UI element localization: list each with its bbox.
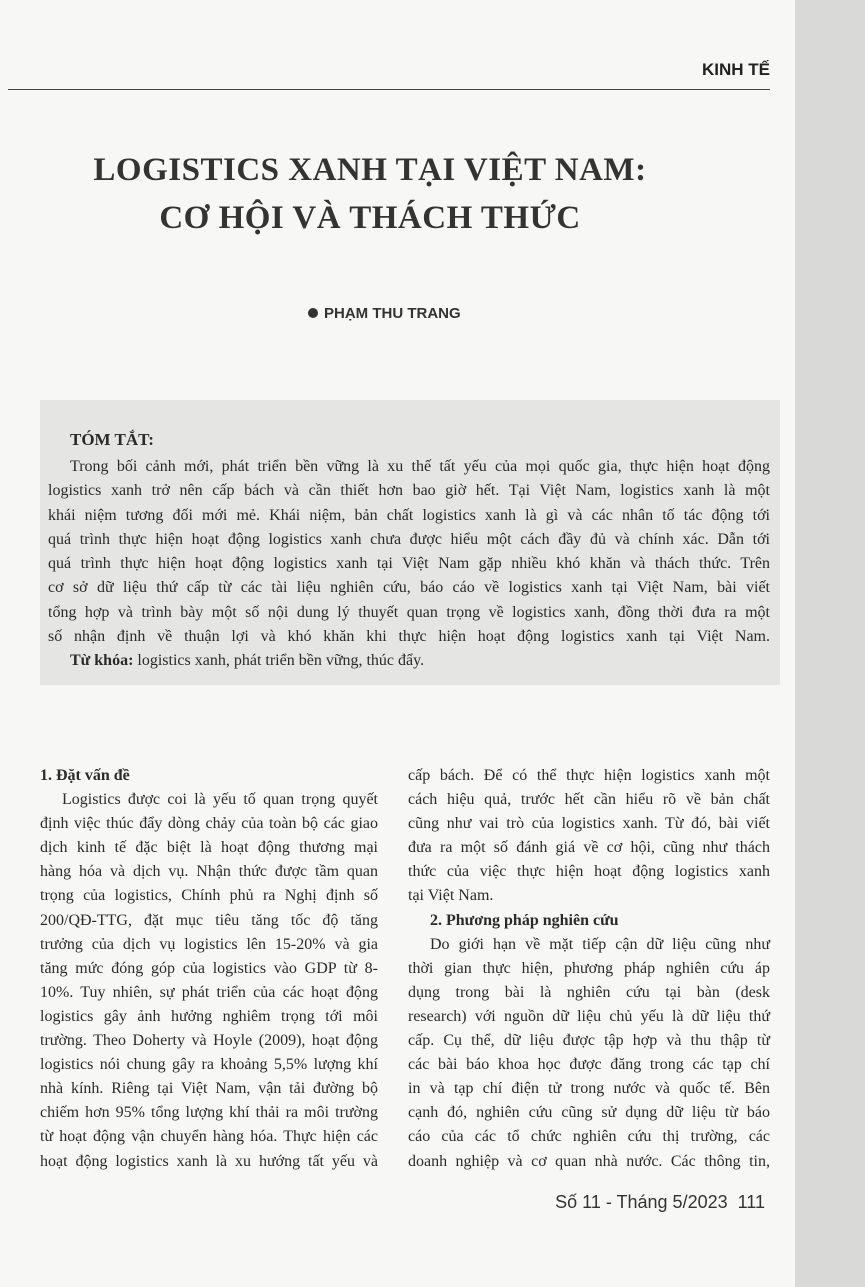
abstract-line: khái niệm tương đối mới mẻ. Khái niệm, bản chất logistics xanh là gì và các nhân tố tác động tới (48, 506, 770, 524)
body-line: cấp bách. Để có thể thực hiện logistics xanh một (408, 767, 770, 784)
article-title-line-1: LOGISTICS XANH TẠI VIỆT NAM: (93, 152, 647, 188)
body-line: doanh nghiệp và cơ quan nhà nước. Các thông tin, (408, 1152, 770, 1170)
body-line: tại Việt Nam. (408, 887, 494, 905)
body-line: trọng của logistics, Chính phủ ra Nghị định số (40, 887, 378, 905)
body-line: chiếm hơn 95% tổng lượng khí thải ra môi trường (40, 1104, 378, 1122)
body-line: trường. Theo Doherty và Hoyle (2009), hoạt động (40, 1032, 378, 1050)
keywords-label: Từ khóa: (70, 652, 134, 670)
abstract-text (48, 455, 770, 674)
body-line: cách hiệu quả, trước hết cần hiểu rõ về bản chất (408, 791, 770, 809)
author-name: PHẠM THU TRANG (324, 305, 461, 322)
body-line: thời gian thực hiện, phương pháp nghiên cứu áp (408, 959, 770, 977)
body-line: cạnh đó, nghiên cứu cũng sử dụng dữ liệu từ báo (408, 1104, 770, 1122)
keywords (48, 649, 770, 673)
abstract-line: cơ sở dữ liệu thứ cấp từ các tài liệu nghiên cứu, báo cáo về logistics xanh tại Việt Nam, bài viết (48, 579, 770, 597)
abstract-line: tổng hợp và trình bày một số nội dung lý thuyết quan trọng về logistics xanh, đồng thời đưa ra một (48, 603, 770, 621)
abstract-line: quá trình thực hiện hoạt động logistics xanh chưa được hiểu một cách đầy đủ và chính xác. Dẫn tới (48, 530, 770, 548)
body-column-left (40, 764, 378, 1174)
scan-margin (795, 0, 865, 1287)
body-line: thức của việc thực hiện hoạt động logistics xanh (408, 863, 770, 881)
keywords-text: logistics xanh, phát triển bền vững, thúc đẩy. (133, 652, 425, 670)
body-line: dịch kinh tế đặc biệt là hoạt động thương mại (40, 839, 378, 857)
body-line: cáo của các tổ chức nghiên cứu thị trường, các (408, 1128, 770, 1146)
body-line: Do giới hạn về mặt tiếp cận dữ liệu cũng như (430, 935, 770, 953)
body-line: research) với nguồn dữ liệu chủ yếu là dữ liệu thứ (408, 1007, 770, 1025)
body-line: Logistics được coi là yếu tố quan trọng quyết (62, 791, 378, 809)
page-number: 111 (737, 1192, 765, 1212)
body-line: trưởng của dịch vụ logistics lên 15-20% và gia (40, 935, 378, 953)
body-line: tăng mức đóng góp của logistics vào GDP từ 8- (40, 959, 378, 977)
body-line: định việc thúc đẩy dòng chảy của toàn bộ các giao (40, 815, 378, 833)
body-line: 10%. Tuy nhiên, sự phát triển của các hoạt động (40, 983, 378, 1001)
article-title-line-2: CƠ HỘI VÀ THÁCH THỨC (159, 200, 581, 236)
body-line: nhà kính. Riêng tại Việt Nam, vận tải đường bộ (40, 1080, 378, 1098)
body-line: cũng như vai trò của logistics xanh. Từ đó, bài viết (408, 815, 770, 833)
body-line: các bài báo khoa học được đăng trong các tạp chí (408, 1056, 770, 1074)
body-line: dụng trong bài là nghiên cứu tại bàn (desk (408, 983, 770, 1001)
abstract-line: số nhận định về thuận lợi và khó khăn khi thực hiện hoạt động logistics xanh tại Việt Nam. (48, 628, 770, 646)
body-line: cấp. Cụ thể, dữ liệu được tập hợp và thu thập từ (408, 1032, 770, 1050)
bullet-icon (308, 308, 318, 318)
body-line: từ hoạt động vận chuyển hàng hóa. Thực hiện các (40, 1128, 378, 1146)
body-line: logistics nói chung gây ra khoảng 5,5% lượng khí (40, 1056, 378, 1074)
body-line: in và tạp chí điện tử trong nước và quốc tế. Bên (408, 1080, 770, 1098)
body-line: hàng hóa và dịch vụ. Nhận thức được tầm quan (40, 863, 378, 881)
section-heading: 1. Đặt vấn đề (40, 767, 130, 784)
header-rule (8, 89, 770, 90)
body-column-right (408, 764, 770, 1174)
body-line: logistics gây ảnh hưởng nghiêm trọng tới môi (40, 1007, 378, 1025)
section-label: KINH TẾ (702, 60, 770, 79)
abstract-heading: TÓM TẮT: (70, 430, 154, 449)
author-byline (308, 305, 461, 322)
issue-label: Số 11 - Tháng 5/2023 (555, 1192, 728, 1212)
abstract-line: quá trình thực hiện hoạt động logistics xanh tại Việt Nam gặp nhiều khó khăn và thách thức. Trên (48, 555, 770, 573)
section-heading: 2. Phương pháp nghiên cứu (430, 911, 619, 929)
page-footer (555, 1192, 765, 1213)
body-line: hoạt động logistics xanh là xu hướng tất yếu và (40, 1152, 378, 1170)
body-line: 200/QĐ-TTG, đặt mục tiêu tăng tốc độ tăng (40, 911, 378, 929)
body-line: đưa ra một số đánh giá về cơ hội, cũng như thách (408, 839, 770, 857)
abstract-line: Trong bối cảnh mới, phát triển bền vững là xu thế tất yếu của mọi quốc gia, thực hiện hoạt động (70, 458, 770, 475)
abstract-line: logistics xanh trở nên cấp bách và cần thiết hơn bao giờ hết. Tại Việt Nam, logistics xanh là một (48, 482, 770, 500)
